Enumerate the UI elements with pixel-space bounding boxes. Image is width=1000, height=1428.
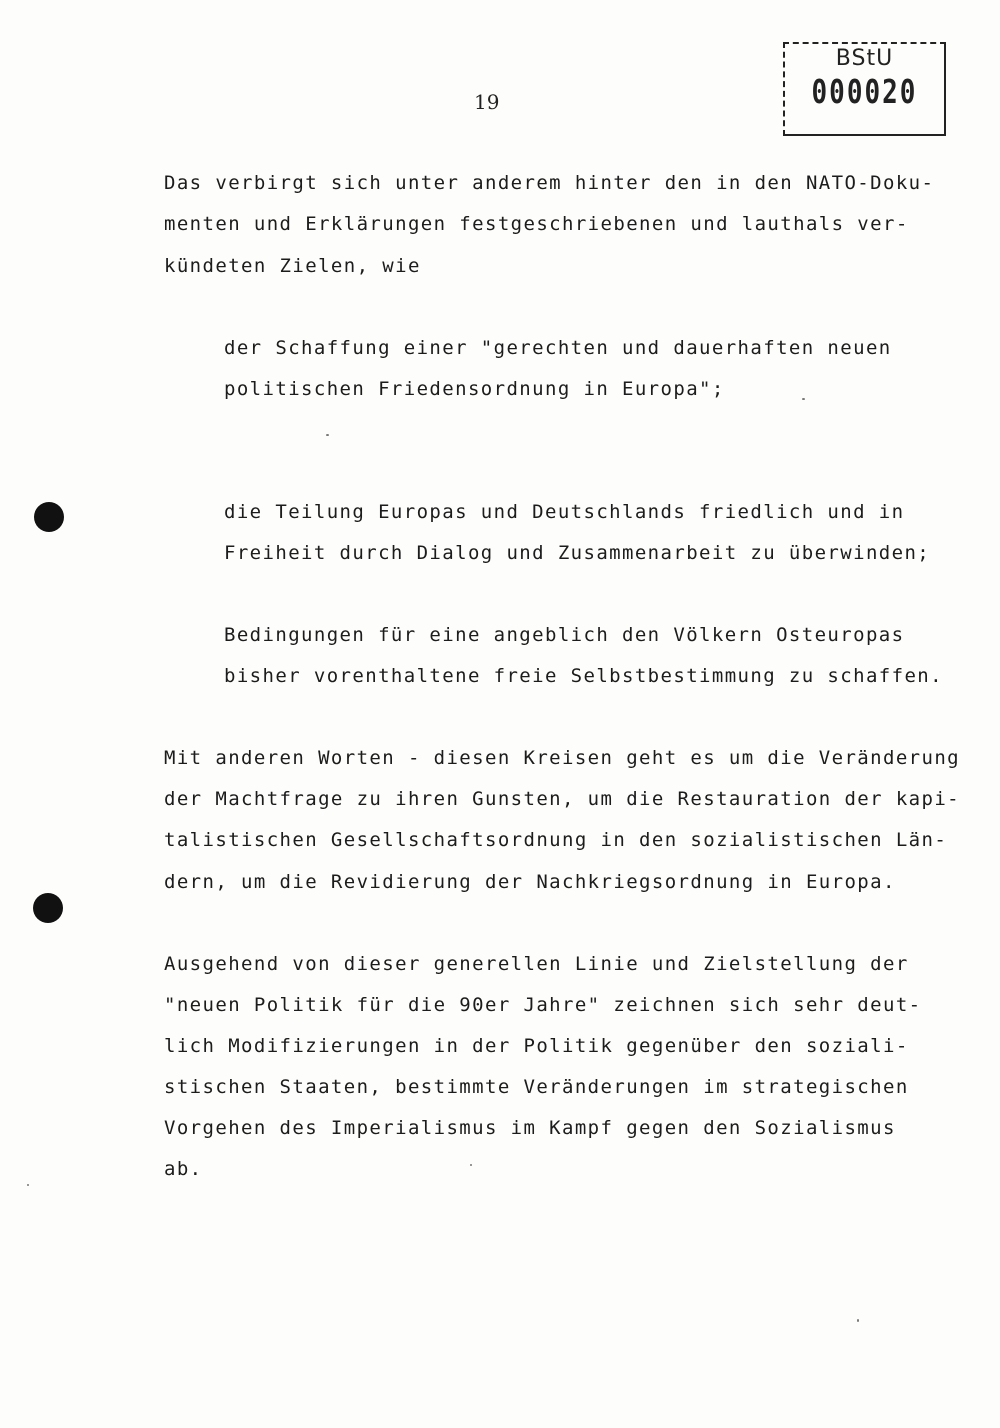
paragraph-1-line-1: Das verbirgt sich unter anderem hinter den in den NATO-Doku- [164, 172, 935, 194]
item-2-line-2: Freiheit durch Dialog und Zusammenarbeit zu überwinden; [224, 542, 931, 564]
paragraph-3-line-1: Ausgehend von dieser generellen Linie und Zielstellung der [164, 953, 909, 975]
paragraph-3-line-5: Vorgehen des Imperialismus im Kampf gegen den Sozialismus [164, 1117, 896, 1139]
paragraph-1-line-3: kündeten Zielen, wie [164, 255, 421, 277]
stamp-number: 000020 [811, 74, 918, 112]
paragraph-3-line-4: stischen Staaten, bestimmte Veränderungen im strategischen [164, 1076, 909, 1098]
item-3-line-1: Bedingungen für eine angeblich den Völkern Osteuropas [224, 624, 905, 646]
paragraph-3-line-2: "neuen Politik für die 90er Jahre" zeichnen sich sehr deut- [164, 994, 922, 1016]
paragraph-2-line-1: Mit anderen Worten - diesen Kreisen geht es um die Veränderung [164, 747, 961, 769]
stamp-title: BStU [835, 46, 894, 71]
paragraph-3-line-3: lich Modifizierungen in der Politik gegenüber den soziali- [164, 1035, 909, 1057]
scan-speck [27, 1184, 29, 1186]
archive-stamp [783, 42, 946, 136]
item-1-line-2: politischen Friedensordnung in Europa"; [224, 378, 725, 400]
scan-speck [802, 398, 805, 400]
paragraph-1-line-2: menten und Erklärungen festgeschriebenen und lauthals ver- [164, 213, 909, 235]
item-3-line-2: bisher vorenthaltene freie Selbstbestimmung zu schaffen. [224, 665, 943, 687]
paragraph-3-line-6: ab. [164, 1158, 203, 1180]
scan-speck [470, 1164, 472, 1166]
item-2-line-1: die Teilung Europas und Deutschlands friedlich und in [224, 501, 905, 523]
paragraph-2-line-4: dern, um die Revidierung der Nachkriegsordnung in Europa. [164, 871, 896, 893]
page-number: 19 [474, 90, 500, 114]
scan-speck [857, 1319, 859, 1322]
paragraph-2-line-3: talistischen Gesellschaftsordnung in den sozialistischen Län- [164, 829, 948, 851]
item-1-line-1: der Schaffung einer "gerechten und dauerhaften neuen [224, 337, 892, 359]
punch-hole-top [34, 502, 64, 532]
paragraph-2-line-2: der Machtfrage zu ihren Gunsten, um die Restauration der kapi- [164, 788, 961, 810]
punch-hole-bottom [33, 893, 63, 923]
scan-speck [326, 434, 329, 436]
